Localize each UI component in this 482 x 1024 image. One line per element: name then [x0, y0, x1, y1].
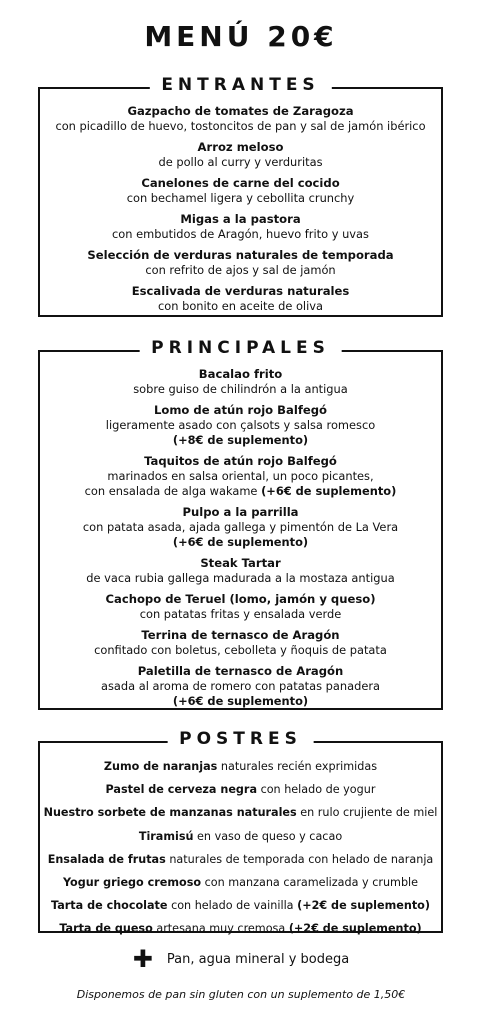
dish-name: Taquitos de atún rojo Balfegó	[144, 454, 337, 468]
dessert-item	[40, 921, 441, 936]
dish-description-line2	[40, 484, 441, 499]
dish-description-cont: con ensalada de alga wakame	[84, 484, 258, 498]
supplement: (+6€ de suplemento)	[172, 535, 309, 549]
dessert-item	[40, 829, 441, 844]
dessert-name: Tarta de queso	[59, 922, 153, 936]
menu-item	[40, 212, 441, 242]
dish-description: con bonito en aceite de oliva	[158, 299, 323, 313]
dish-description: con bechamel ligera y cebollita crunchy	[126, 191, 355, 205]
dessert-description: artesana muy cremosa	[156, 922, 286, 936]
dish-name: Selección de verduras naturales de temporada	[87, 248, 394, 262]
dish-name: Paletilla de ternasco de Aragón	[137, 664, 344, 678]
principales-title: PRINCIPALES	[139, 338, 342, 358]
supplement: (+8€ de suplemento)	[172, 433, 309, 447]
dish-name: Arroz meloso	[197, 140, 284, 154]
dish-name: Canelones de carne del cocido	[141, 176, 340, 190]
dessert-item	[40, 782, 441, 797]
menu-item	[40, 664, 441, 709]
dessert-description: con helado de yogur	[260, 783, 376, 797]
dessert-item	[40, 852, 441, 867]
dish-description: de vaca rubia gallega madurada a la mostaza antigua	[86, 571, 395, 585]
menu-item	[40, 104, 441, 134]
menu-item	[40, 176, 441, 206]
gluten-free-note: Disponemos de pan sin gluten con un suplemento de 1,50€	[76, 988, 406, 1001]
dessert-name: Nuestro sorbete de manzanas naturales	[43, 806, 297, 820]
principales-section	[38, 338, 443, 710]
menu-item	[40, 556, 441, 586]
menu-item	[40, 248, 441, 278]
supplement: (+6€ de suplemento)	[172, 694, 309, 708]
dish-name: Terrina de ternasco de Aragón	[141, 628, 340, 642]
supplement: (+2€ de suplemento)	[288, 922, 422, 936]
dish-description: con embutidos de Aragón, huevo frito y uvas	[112, 227, 369, 241]
menu-item	[40, 403, 441, 448]
menu-item	[40, 592, 441, 622]
plus-icon: ✚	[132, 945, 153, 973]
dish-description: confitado con boletus, cebolleta y ñoquis de patata	[94, 643, 387, 657]
entrantes-title: ENTRANTES	[149, 75, 331, 95]
dessert-name: Yogur griego cremoso	[62, 875, 202, 889]
dish-description: de pollo al curry y verduritas	[158, 155, 323, 169]
dish-name: Cachopo de Teruel (lomo, jamón y queso)	[105, 592, 376, 606]
dish-description: asada al aroma de romero con patatas panadera	[101, 679, 380, 693]
dish-name: Steak Tartar	[200, 556, 281, 570]
menu-item	[40, 284, 441, 314]
dessert-description: en rulo crujiente de miel	[300, 806, 438, 820]
supplement: (+2€ de suplemento)	[297, 899, 430, 913]
dish-description: con picadillo de huevo, tostoncitos de pan y sal de jamón ibérico	[55, 119, 426, 133]
dessert-description: naturales recién exprimidas	[220, 760, 378, 773]
dish-name: Escalivada de verduras naturales	[131, 284, 350, 298]
dessert-name: Tarta de chocolate	[51, 899, 168, 913]
dessert-name: Ensalada de frutas	[47, 852, 166, 866]
dessert-item	[40, 875, 441, 890]
dish-name: Lomo de atún rojo Balfegó	[153, 403, 327, 417]
included-extras-text: Pan, agua mineral y bodega	[166, 951, 350, 967]
menu-item	[40, 505, 441, 550]
dessert-description: naturales de temporada con helado de naranja	[169, 852, 434, 866]
dessert-description: en vaso de queso y cacao	[197, 829, 343, 843]
dish-name: Migas a la pastora	[180, 212, 301, 226]
dish-description: ligeramente asado con çalsots y salsa romesco	[105, 418, 376, 432]
included-extras	[0, 945, 482, 973]
dessert-name: Pastel de cerveza negra	[105, 783, 257, 797]
postres-section	[38, 729, 443, 936]
dessert-description: con helado de vainilla	[171, 899, 294, 913]
dessert-item	[40, 805, 441, 820]
menu-item	[40, 454, 441, 499]
dessert-item	[40, 898, 441, 913]
supplement: (+6€ de suplemento)	[261, 484, 397, 498]
dessert-description: con manzana caramelizada y crumble	[204, 875, 419, 889]
dish-description: marinados en salsa oriental, un poco picantes,	[107, 469, 374, 483]
dessert-name: Zumo de naranjas	[103, 760, 218, 773]
menu-item	[40, 628, 441, 658]
dish-name: Pulpo a la parrilla	[182, 505, 299, 519]
menu-title: MENÚ 20€	[144, 20, 338, 53]
dish-description: con refrito de ajos y sal de jamón	[145, 263, 336, 277]
dessert-name: Tiramisú	[138, 829, 194, 843]
dish-description: sobre guiso de chilindrón a la antigua	[133, 382, 348, 396]
dessert-item	[40, 759, 441, 774]
entrantes-section	[38, 75, 443, 317]
dish-name: Gazpacho de tomates de Zaragoza	[127, 104, 354, 118]
dish-description: con patata asada, ajada gallega y pimentón de La Vera	[82, 520, 399, 534]
menu-item	[40, 367, 441, 397]
dish-name: Bacalao frito	[198, 367, 283, 381]
menu-item	[40, 140, 441, 170]
dish-description: con patatas fritas y ensalada verde	[139, 607, 342, 621]
postres-title: POSTRES	[167, 729, 314, 749]
